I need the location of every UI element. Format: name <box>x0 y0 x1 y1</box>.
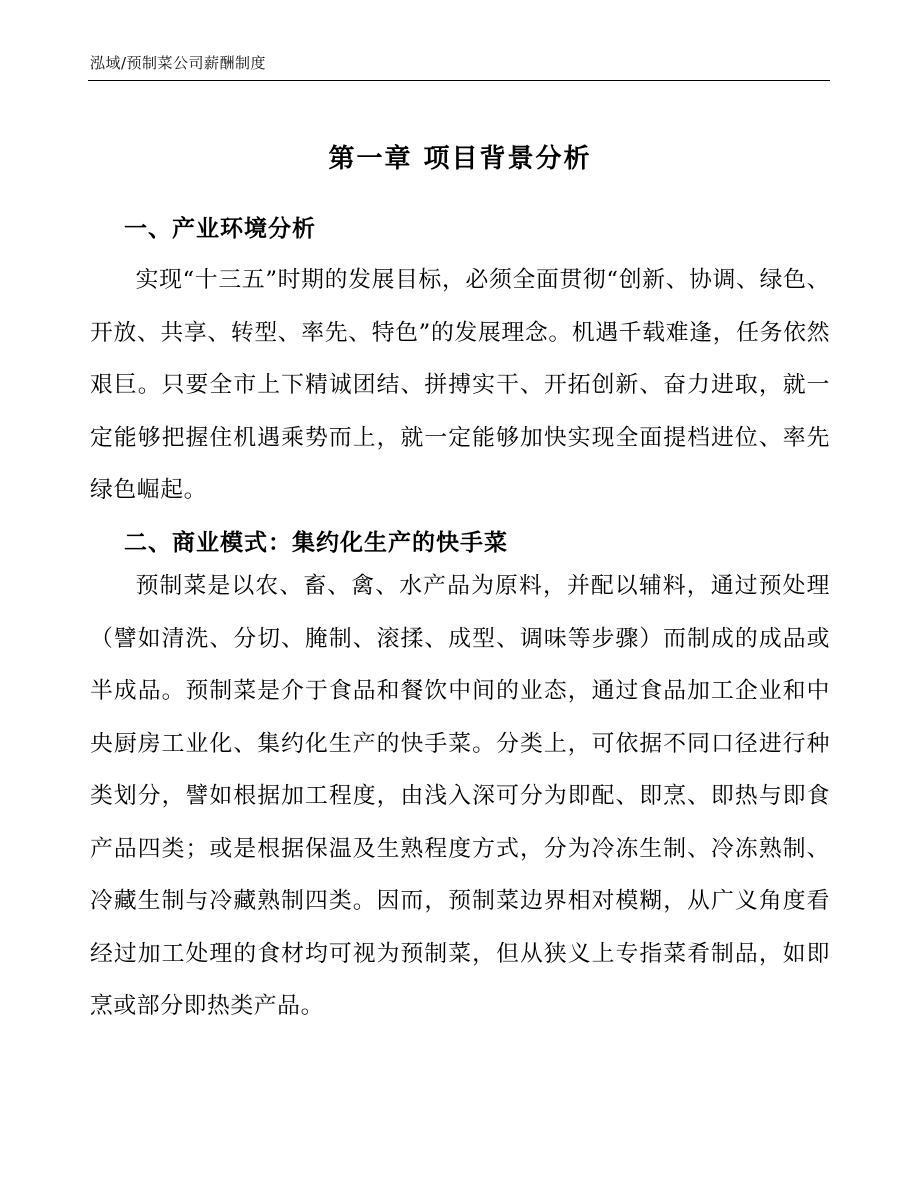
running-header: 泓域/预制菜公司薪酬制度 <box>90 54 267 72</box>
section-heading-business-model: 二、商业模式：集约化生产的快手菜 <box>124 530 508 556</box>
section-heading-industry-environment: 一、产业环境分析 <box>124 216 316 242</box>
paragraph-industry-environment: 实现“十三五”时期的发展目标，必须全面贯彻“创新、协调、绿色、开放、共享、转型、率先、特色”的发展理念。机遇千载难逢，任务依然艰巨。只要全市上下精诚团结、拼搏实干、开拓创新、奋力进取，就一定能够把握住机遇乘势而上，就一定能够加快实现全面提档进位、率先绿色崛起。 <box>90 267 830 503</box>
paragraph-business-model: 预制菜是以农、畜、禽、水产品为原料，并配以辅料，通过预处理（譬如清洗、分切、腌制、滚揉、成型、调味等步骤）而制成的成品或半成品。预制菜是介于食品和餐饮中间的业态，通过食品加工企业和中央厨房工业化、集约化生产的快手菜。分类上，可依据不同口径进行种类划分，譬如根据加工程度，由浅入深可分为即配、即烹、即热与即食产品四类；或是根据保温及生熟程度方式，分为冷冻生制、冷冻熟制、冷藏生制与冷藏熟制四类。因而，预制菜边界相对模糊，从广义角度看经过加工处理的食材均可视为预制菜，但从狭义上专指菜肴制品，如即烹或部分即热类产品。 <box>90 573 830 1019</box>
chapter-title: 第一章 项目背景分析 <box>328 144 592 174</box>
header-divider <box>88 80 830 81</box>
